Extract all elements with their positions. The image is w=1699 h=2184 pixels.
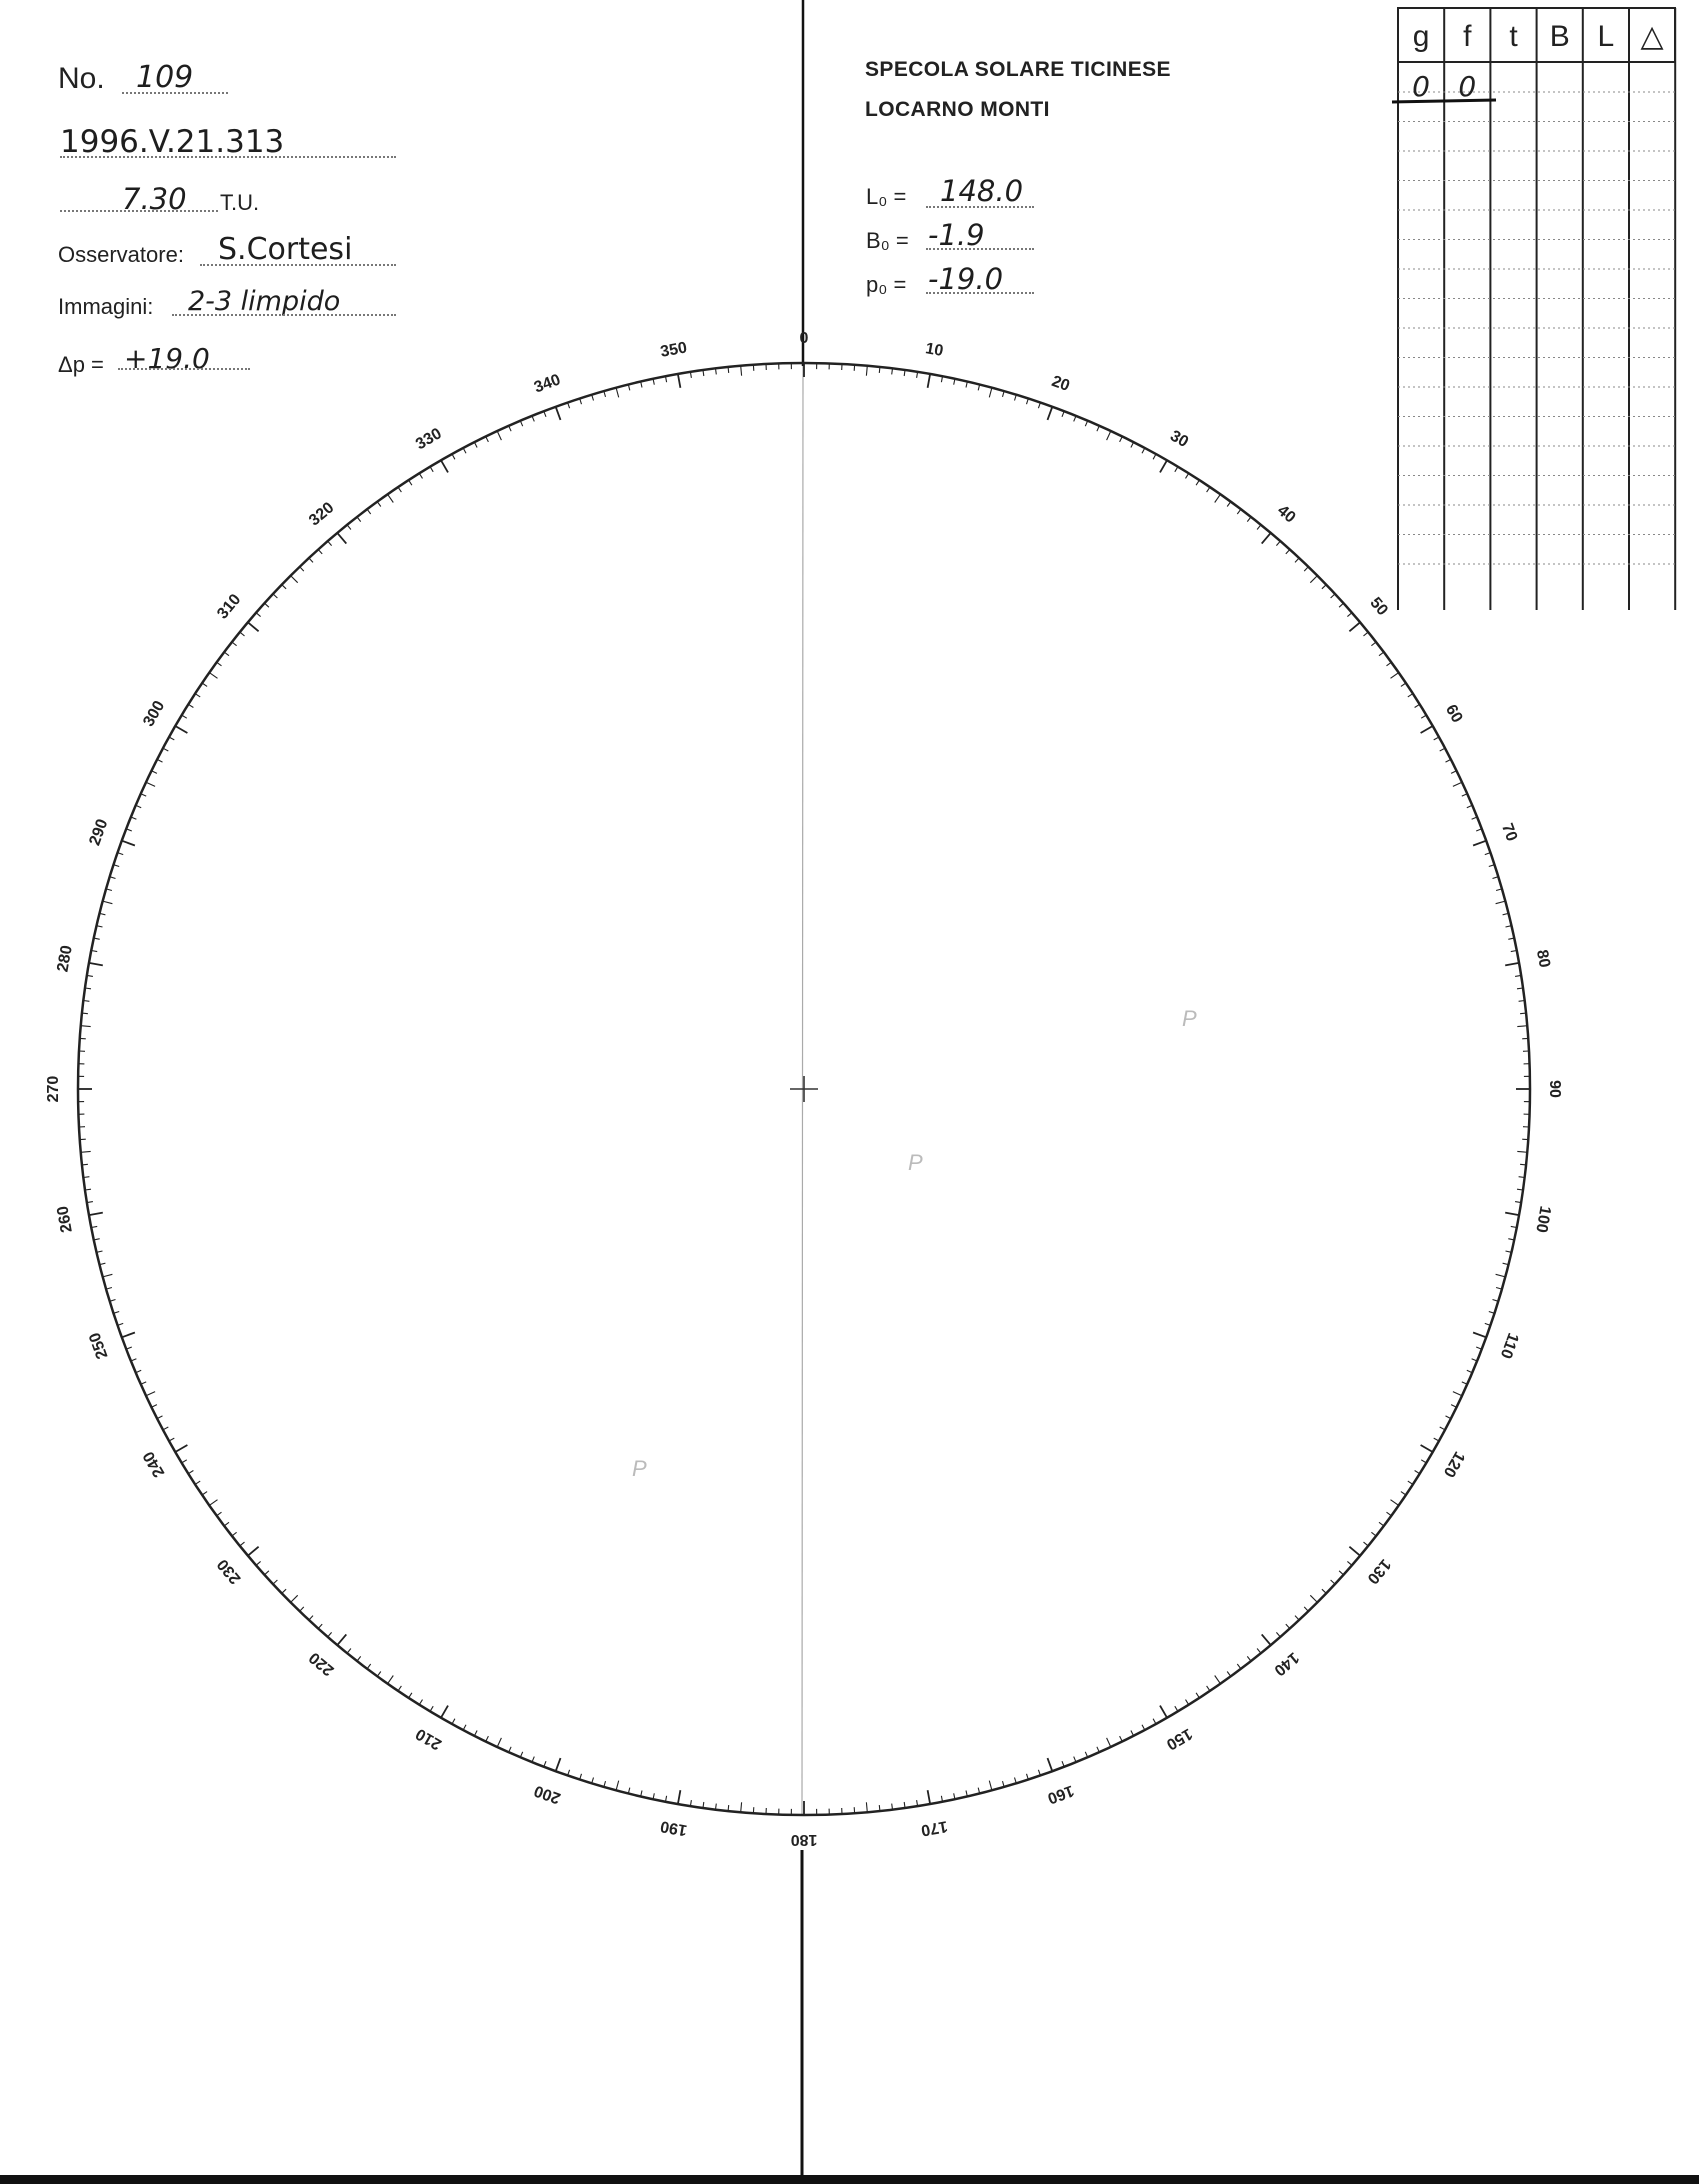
degree-tick — [309, 558, 313, 562]
degree-tick — [1310, 1595, 1317, 1602]
degree-tick — [318, 1624, 322, 1628]
degree-tick — [879, 1805, 880, 1811]
degree-tick — [509, 1747, 511, 1752]
table-column-lines — [1398, 8, 1675, 610]
degree-tick — [152, 771, 157, 774]
degree-tick — [1421, 726, 1433, 733]
degree-tick — [1120, 437, 1123, 442]
degree-tick — [146, 782, 155, 786]
degree-tick — [1339, 1571, 1343, 1575]
degree-tick — [188, 1471, 193, 1474]
degree-tick — [1276, 541, 1280, 546]
degree-tick — [367, 1664, 371, 1669]
degree-tick — [169, 737, 174, 740]
degree-tick — [240, 632, 245, 636]
degree-tick — [1421, 715, 1426, 718]
degree-tick — [928, 374, 931, 388]
degree-tick — [1371, 642, 1376, 646]
degree-tick — [1286, 550, 1290, 554]
number-value: 109 — [136, 60, 194, 95]
degree-tick — [1440, 748, 1445, 751]
degree-tick — [1347, 613, 1352, 617]
degree-tick — [486, 1736, 489, 1741]
degree-tick — [1247, 517, 1251, 522]
degree-label: 40 — [1273, 502, 1299, 527]
degree-tick — [1276, 1632, 1280, 1637]
degree-tick — [419, 473, 422, 478]
degree-tick — [265, 603, 269, 607]
degree-tick — [347, 1649, 351, 1654]
degree-tick — [1247, 1656, 1251, 1661]
degree-tick — [300, 1607, 304, 1611]
degree-label: 170 — [919, 1817, 949, 1839]
degree-label: 180 — [790, 1830, 818, 1848]
degree-label: 90 — [1545, 1080, 1563, 1098]
degree-label: 200 — [531, 1781, 563, 1807]
degree-tick — [300, 567, 304, 571]
degree-tick — [195, 694, 200, 697]
degree-label: 130 — [1363, 1555, 1394, 1587]
degree-tick — [1387, 1512, 1392, 1516]
degree-tick — [1160, 1706, 1167, 1718]
degree-tick — [388, 494, 394, 502]
degree-tick — [248, 622, 259, 631]
table-underline — [1392, 100, 1496, 102]
degree-tick — [463, 448, 466, 453]
degree-tick — [486, 437, 489, 442]
degree-tick — [103, 1274, 113, 1277]
degree-tick — [1391, 1500, 1399, 1506]
degree-tick — [1196, 480, 1199, 485]
degree-label: 10 — [924, 340, 945, 361]
images-label: Immagini: — [58, 294, 154, 319]
degree-tick — [556, 407, 561, 420]
degree-tick — [474, 1731, 477, 1736]
degree-tick — [1097, 426, 1099, 431]
degree-tick — [182, 715, 187, 718]
degree-tick — [1434, 1438, 1439, 1441]
degree-tick — [1391, 673, 1399, 679]
table-header-0: g — [1412, 20, 1430, 53]
degree-label: 210 — [413, 1724, 445, 1753]
degree-tick — [1446, 759, 1451, 762]
degree-tick — [1331, 594, 1335, 598]
p0-value: -19.0 — [928, 262, 1004, 296]
degree-label: 330 — [413, 425, 445, 454]
degree-tick — [367, 509, 371, 514]
degree-tick — [232, 1532, 237, 1536]
degree-tick — [1421, 1445, 1433, 1452]
degree-tick — [188, 704, 193, 707]
degree-tick — [89, 1213, 103, 1216]
degree-tick — [1295, 558, 1299, 562]
central-meridian — [802, 366, 803, 1815]
degree-tick — [163, 748, 168, 751]
degree-label: 270 — [45, 1075, 63, 1103]
degree-tick — [1304, 567, 1308, 571]
degree-tick — [141, 794, 146, 796]
degree-label: 110 — [1496, 1330, 1522, 1361]
degree-tick — [328, 541, 332, 546]
degree-tick — [1415, 1471, 1420, 1474]
table-headers — [1413, 20, 1664, 53]
degree-tick — [1120, 1736, 1123, 1741]
degree-tick — [1520, 1164, 1526, 1165]
degree-tick — [409, 1693, 412, 1698]
b0-value: -1.9 — [928, 218, 985, 252]
degree-label: 20 — [1049, 372, 1072, 395]
degree-tick — [318, 550, 322, 554]
degree-tick — [1310, 576, 1317, 583]
degree-tick — [616, 1781, 619, 1791]
degree-tick — [1371, 1532, 1376, 1536]
degree-tick — [248, 1547, 259, 1556]
degree-tick — [1215, 494, 1221, 502]
degree-tick — [224, 652, 229, 656]
degree-tick — [1322, 585, 1326, 589]
degree-tick — [232, 642, 237, 646]
degree-tick — [175, 1445, 187, 1452]
degree-tick — [1415, 704, 1420, 707]
l0-label: L₀ = — [866, 184, 907, 209]
degree-tick — [377, 1672, 381, 1677]
degree-tick — [1505, 963, 1519, 966]
degree-tick — [309, 1616, 313, 1620]
degree-tick — [224, 1522, 229, 1526]
degree-label: 350 — [659, 339, 689, 361]
degree-tick — [1175, 1706, 1178, 1711]
degree-tick — [1408, 694, 1413, 697]
degree-tick — [291, 576, 298, 583]
degree-tick — [1048, 1758, 1053, 1771]
degree-label: 120 — [1439, 1448, 1468, 1480]
degree-label: 30 — [1167, 427, 1192, 452]
degree-label: 100 — [1532, 1204, 1554, 1234]
table-header-1: f — [1463, 20, 1472, 53]
degree-tick — [103, 901, 113, 904]
degree-tick — [989, 1781, 992, 1791]
degree-label: 230 — [214, 1555, 245, 1587]
degree-tick — [1440, 1427, 1445, 1430]
degree-tick — [81, 1026, 91, 1027]
degree-tick — [152, 1405, 157, 1408]
degree-tick — [741, 1802, 742, 1812]
degree-tick — [146, 1392, 155, 1396]
degree-tick — [678, 374, 681, 388]
degree-tick — [928, 1790, 931, 1804]
number-label: No. — [58, 62, 105, 95]
degree-tick — [82, 1164, 88, 1165]
degree-label: 160 — [1045, 1781, 1077, 1807]
time-value: 7.30 — [122, 182, 187, 216]
degree-tick — [866, 366, 867, 376]
degree-tick — [497, 1738, 501, 1747]
degree-tick — [1107, 1738, 1111, 1747]
bottom-edge-bar — [0, 2175, 1699, 2184]
b0-label: B₀ = — [866, 228, 909, 253]
degree-tick — [1207, 1686, 1210, 1691]
degree-tick — [741, 366, 742, 376]
degree-tick — [256, 613, 261, 617]
degree-tick — [217, 662, 222, 666]
table-header-4: L — [1597, 20, 1615, 53]
degree-tick — [388, 1676, 394, 1684]
table-header-5: △ — [1640, 20, 1664, 53]
degree-tick — [1401, 683, 1406, 686]
degree-tick — [1364, 632, 1369, 636]
degree-tick — [1453, 782, 1462, 786]
degree-label: 310 — [214, 591, 245, 623]
degree-tick — [728, 367, 729, 373]
degree-tick — [337, 1634, 346, 1645]
degree-tick — [1451, 771, 1456, 774]
degree-tick — [1153, 454, 1156, 459]
degree-tick — [1304, 1607, 1308, 1611]
degree-tick — [256, 1561, 261, 1565]
degree-tick — [452, 454, 455, 459]
degree-tick — [175, 726, 187, 733]
degree-tick — [430, 1706, 433, 1711]
institution-location: LOCARNO MONTI — [865, 98, 1050, 121]
degree-tick — [273, 594, 277, 598]
degree-tick — [1347, 1561, 1352, 1565]
degree-tick — [1408, 1481, 1413, 1484]
degree-label: 300 — [140, 698, 169, 730]
degree-tick — [82, 1013, 88, 1014]
table-cell: 0 — [1458, 70, 1477, 103]
degree-tick — [1107, 431, 1111, 440]
degree-tick — [474, 442, 477, 447]
degree-tick — [202, 683, 207, 686]
degree-tick — [1262, 1634, 1271, 1645]
degree-tick — [357, 517, 361, 522]
degree-label: 220 — [306, 1648, 338, 1679]
degree-tick — [157, 1416, 162, 1419]
table-header-2: t — [1509, 20, 1518, 53]
degree-tick — [273, 1580, 277, 1584]
degree-label: 150 — [1163, 1724, 1195, 1753]
degree-tick — [1227, 1672, 1231, 1677]
table-header-3: B — [1549, 20, 1570, 53]
degree-tick — [1237, 1664, 1241, 1669]
degree-tick — [1196, 1693, 1199, 1698]
degree-tick — [1186, 1700, 1189, 1705]
degree-tick — [1295, 1616, 1299, 1620]
annotation-p: P — [632, 1456, 647, 1481]
table-cell: 0 — [1412, 70, 1431, 103]
degree-tick — [879, 367, 880, 373]
degree-tick — [1142, 448, 1145, 453]
degree-tick — [678, 1790, 681, 1804]
degree-tick — [328, 1632, 332, 1637]
degree-tick — [217, 1512, 222, 1516]
degree-tick — [497, 431, 501, 440]
degree-tick — [1349, 1547, 1360, 1556]
degree-tick — [1453, 1392, 1462, 1396]
degree-tick — [1379, 652, 1384, 656]
dp-value: +19.0 — [124, 342, 210, 375]
degree-tick — [1434, 737, 1439, 740]
degree-label: 0 — [799, 330, 809, 348]
degree-tick — [169, 1438, 174, 1441]
degree-tick — [556, 1758, 561, 1771]
degree-tick — [1339, 603, 1343, 607]
degree-label: 190 — [659, 1817, 689, 1839]
degree-tick — [1186, 473, 1189, 478]
annotation-p: P — [908, 1150, 923, 1175]
degree-label: 60 — [1441, 701, 1466, 726]
time-unit-label: T.U. — [220, 190, 260, 215]
degree-tick — [1286, 1624, 1290, 1628]
degree-tick — [1401, 1492, 1406, 1495]
degree-tick — [347, 525, 351, 530]
degree-tick — [1379, 1522, 1384, 1526]
degree-tick — [1131, 1731, 1134, 1736]
degree-tick — [240, 1542, 245, 1546]
degree-label: 80 — [1532, 948, 1553, 969]
degree-tick — [291, 1595, 298, 1602]
degree-tick — [463, 1725, 466, 1730]
degree-tick — [122, 841, 135, 846]
degree-label: 140 — [1270, 1648, 1302, 1679]
degree-tick — [209, 1500, 217, 1506]
degree-tick — [989, 388, 992, 398]
degree-tick — [1257, 525, 1261, 530]
degree-tick — [1175, 467, 1178, 472]
degree-label: 50 — [1366, 594, 1391, 620]
degree-tick — [1262, 533, 1271, 544]
degree-tick — [1496, 1274, 1506, 1277]
degree-label: 260 — [54, 1204, 76, 1234]
degree-tick — [1446, 1416, 1451, 1419]
degree-tick — [1153, 1719, 1156, 1724]
dp-label: Δp = — [58, 352, 104, 377]
degree-tick — [1131, 442, 1134, 447]
degree-tick — [1207, 487, 1210, 492]
degree-tick — [1520, 1013, 1526, 1014]
annotation-p: P — [1182, 1006, 1197, 1031]
degree-tick — [1462, 1382, 1467, 1384]
degree-label: 280 — [54, 944, 76, 974]
l0-value: 148.0 — [940, 174, 1024, 208]
degree-label: 340 — [531, 371, 563, 397]
degree-tick — [398, 487, 401, 492]
degree-tick — [282, 585, 286, 589]
degree-tick — [1331, 1580, 1335, 1584]
observer-label: Osservatore: — [58, 242, 184, 267]
degree-tick — [1451, 1405, 1456, 1408]
degree-tick — [409, 480, 412, 485]
degree-tick — [337, 533, 346, 544]
degree-tick — [1421, 1460, 1426, 1463]
degree-tick — [1097, 1747, 1099, 1752]
degree-tick — [1517, 1151, 1527, 1152]
degree-tick — [89, 963, 103, 966]
degree-tick — [1160, 460, 1167, 472]
degree-tick — [1215, 1676, 1221, 1684]
date-value: 1996.V.21.313 — [60, 124, 285, 160]
degree-tick — [1364, 1542, 1369, 1546]
degree-tick — [81, 1151, 91, 1152]
degree-tick — [616, 388, 619, 398]
degree-tick — [377, 502, 381, 507]
degree-tick — [1048, 407, 1053, 420]
degree-tick — [163, 1427, 168, 1430]
degree-tick — [265, 1571, 269, 1575]
observation-table — [1392, 8, 1675, 610]
degree-tick — [182, 1460, 187, 1463]
degree-label: 250 — [86, 1330, 112, 1362]
degree-tick — [1349, 622, 1360, 631]
degree-tick — [1473, 1333, 1486, 1338]
degree-tick — [141, 1382, 146, 1384]
degree-tick — [157, 759, 162, 762]
degree-tick — [728, 1805, 729, 1811]
degree-tick — [209, 673, 217, 679]
degree-tick — [1505, 1213, 1519, 1216]
degree-tick — [419, 1700, 422, 1705]
degree-tick — [430, 467, 433, 472]
degree-tick — [1496, 901, 1506, 904]
degree-tick — [195, 1481, 200, 1484]
degree-tick — [1517, 1026, 1527, 1027]
degree-label: 70 — [1498, 821, 1521, 844]
degree-label: 320 — [306, 499, 338, 530]
degree-tick — [398, 1686, 401, 1691]
degree-tick — [441, 460, 448, 472]
images-value: 2-3 limpido — [188, 286, 341, 317]
degree-label: 240 — [140, 1448, 169, 1480]
degree-tick — [441, 1706, 448, 1718]
degree-tick — [1257, 1649, 1261, 1654]
degree-tick — [1462, 794, 1467, 796]
degree-tick — [1473, 841, 1486, 846]
degree-tick — [202, 1492, 207, 1495]
degree-tick — [282, 1589, 286, 1593]
degree-tick — [1237, 509, 1241, 514]
p0-label: p₀ = — [866, 272, 907, 297]
degree-tick — [357, 1656, 361, 1661]
degree-tick — [452, 1719, 455, 1724]
institution-name: SPECOLA SOLARE TICINESE — [865, 58, 1171, 81]
degree-tick — [1142, 1725, 1145, 1730]
degree-tick — [122, 1333, 135, 1338]
degree-tick — [1387, 662, 1392, 666]
degree-tick — [866, 1802, 867, 1812]
degree-tick — [509, 426, 511, 431]
degree-tick — [1322, 1589, 1326, 1593]
degree-tick — [1227, 502, 1231, 507]
observer-value: S.Cortesi — [218, 232, 353, 267]
degree-label: 290 — [86, 816, 112, 848]
